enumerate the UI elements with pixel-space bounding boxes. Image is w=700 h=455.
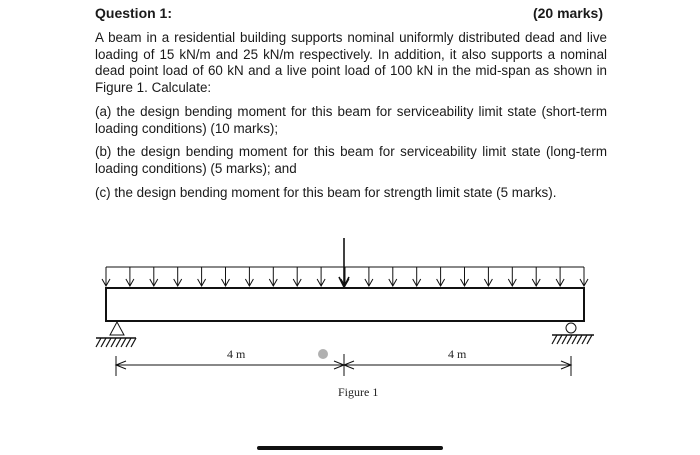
beam-diagram [0,230,700,405]
udl-arrow [174,267,182,286]
udl-arrow [245,267,253,286]
question-marks: (20 marks) [532,5,603,21]
figure-caption: Figure 1 [338,385,379,399]
udl-arrow [556,267,564,286]
udl-arrow [198,267,206,286]
udl-arrow [389,267,397,286]
udl-arrow [269,267,277,286]
udl-arrow [580,267,588,286]
udl-arrow [102,267,110,286]
udl-arrow [293,267,301,286]
roller-support-right [552,323,594,344]
question-body [95,30,607,208]
udl-arrow [126,267,134,286]
dimension-line [116,354,571,376]
question-part-a: (a) the design bending moment for this beam for serviceability limit state (short-term loading conditions) (10 marks); [95,103,607,136]
udl-arrow [461,267,469,286]
marker-dot [318,349,328,359]
udl-arrow [508,267,516,286]
right-span-label: 4 m [448,347,467,361]
question-title: Question 1: [95,5,173,21]
question-intro: A beam in a residential building supports nominal uniformly distributed dead and live loading of 15 kN/m and 25 kN/m respectively. In addition, it also supports a nominal dead point load of 60 kN and a live point load of 100 kN in the mid-span as shown in Figure 1. Calculate: [95,30,607,96]
udl-arrow [532,267,540,286]
home-indicator [257,446,443,450]
question-header [95,5,603,21]
udl-arrow [365,267,373,286]
udl-arrow [437,267,445,286]
udl-arrow [413,267,421,286]
udl-arrow [317,267,325,286]
udl-arrow [150,267,158,286]
udl-arrow [484,267,492,286]
udl-arrow [222,267,230,286]
left-span-label: 4 m [227,347,246,361]
question-part-b: (b) the design bending moment for this beam for serviceability limit state (long-term loading conditions) (5 marks); and [95,144,607,176]
pin-support-left [96,322,136,347]
beam [106,288,584,321]
question-part-c: (c) the design bending moment for this beam for strength limit state (5 marks). [95,184,557,200]
udl-arrows [102,267,588,286]
beam-figure [0,230,700,405]
